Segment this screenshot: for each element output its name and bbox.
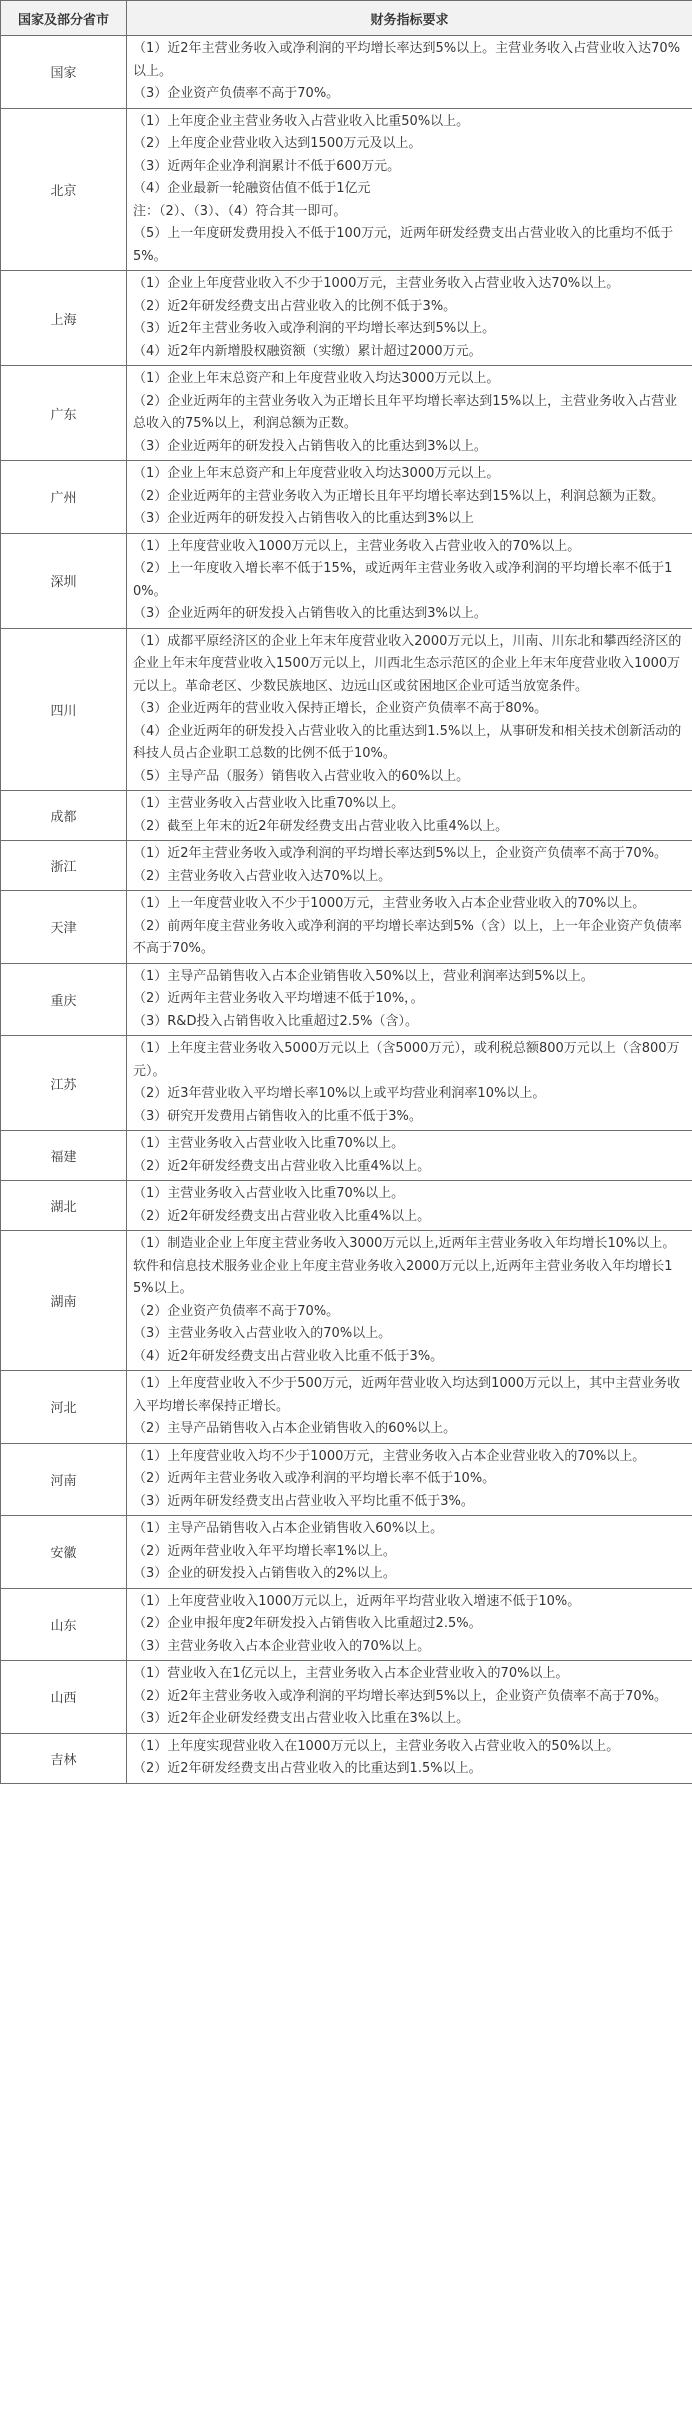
requirement-line: （2）近2年研发经费支出占营业收入的比重达到1.5%以上。 <box>133 1761 482 1776</box>
region-cell: 山西 <box>1 1661 127 1734</box>
table-row <box>1 1588 692 1661</box>
table-row <box>1 1181 692 1231</box>
requirement-line: （1）主营业务收入占营业收入比重70%以上。 <box>133 796 405 811</box>
requirement-line: （1）上年度主营业务收入5000万元以上（含5000万元），或利税总额800万元以上（含800万元）。 <box>133 1041 680 1079</box>
requirements-cell <box>127 1588 692 1661</box>
region-cell: 北京 <box>1 108 127 271</box>
requirement-line: （2）近2年研发经费支出占营业收入比重4%以上。 <box>133 1158 431 1174</box>
region-cell: 福建 <box>1 1131 127 1181</box>
region-cell: 江苏 <box>1 1036 127 1131</box>
table-row <box>1 1661 692 1734</box>
requirement-line: （1）上年度营业收入1000万元以上，近两年平均营业收入增速不低于10%。 <box>133 1593 581 1609</box>
requirement-line: （2）截至上年末的近2年研发经费支出占营业收入比重4%以上。 <box>133 818 509 834</box>
requirement-line: （4）近2年研发经费支出占营业收入比重不低于3%。 <box>133 1348 444 1364</box>
requirement-line: （4）企业近两年的研发投入占营业收入的比重达到1.5%以上，从事研发和相关技术创新活动的科技人员占企业职工总数的比例不低于10%。 <box>133 723 682 761</box>
requirement-line: （3）近2年企业研发经费支出占营业收入比重在3%以上。 <box>133 1711 470 1726</box>
table-row <box>1 1131 692 1181</box>
requirement-line: （3）主营业务收入占本企业营业收入的70%以上。 <box>133 1638 431 1654</box>
requirement-line: （2）上年度企业营业收入达到1500万元及以上。 <box>133 136 422 151</box>
region-cell: 成都 <box>1 791 127 841</box>
requirement-line: （5）上一年度研发费用投入不低于100万元，近两年研发经费支出占营业收入的比重均不低于5%。 <box>133 226 674 264</box>
table-row <box>1 366 692 461</box>
requirement-line: （3）近两年研发经费支出占营业收入平均比重不低于3%。 <box>133 1493 474 1509</box>
requirement-line: （2）近两年主营业务收入或净利润的平均增长率不低于10%。 <box>133 1471 496 1486</box>
requirements-cell <box>127 1733 692 1783</box>
table-row <box>1 1443 692 1516</box>
region-cell: 吉林 <box>1 1733 127 1783</box>
region-cell: 深圳 <box>1 533 127 628</box>
requirement-line: （2）主营业务收入占营业收入达70%以上。 <box>133 868 392 884</box>
region-cell: 河南 <box>1 1443 127 1516</box>
region-cell: 四川 <box>1 628 127 791</box>
requirements-cell <box>127 1231 692 1371</box>
requirement-line: （1）近2年主营业务收入或净利润的平均增长率达到5%以上，企业资产负债率不高于70%。 <box>133 846 668 861</box>
requirement-line: （1）近2年主营业务收入或净利润的平均增长率达到5%以上。主营业务收入占营业收入达70%以上。 <box>133 41 681 79</box>
table-row <box>1 791 692 841</box>
requirement-line: （1）主营业务收入占营业收入比重70%以上。 <box>133 1186 405 1201</box>
requirements-cell <box>127 108 692 271</box>
requirement-line: （3）主营业务收入占营业收入的70%以上。 <box>133 1326 392 1341</box>
requirements-cell <box>127 533 692 628</box>
table-row <box>1 841 692 891</box>
requirements-cell <box>127 841 692 891</box>
requirement-line: （1）上年度营业收入1000万元以上，主营业务收入占营业收入的70%以上。 <box>133 538 581 554</box>
requirement-line: （2）前两年度主营业务收入或净利润的平均增长率达到5%（含）以上，上一年企业资产负债率不高于70%。 <box>133 918 682 956</box>
table-row <box>1 1231 692 1371</box>
requirement-line: （1）上年度营业收入均不少于1000万元，主营业务收入占本企业营业收入的70%以上。 <box>133 1448 646 1464</box>
table-row <box>1 36 692 109</box>
requirement-line: （1）营业收入在1亿元以上，主营业务收入占本企业营业收入的70%以上。 <box>133 1666 569 1681</box>
requirements-cell <box>127 1181 692 1231</box>
requirement-line: （2）企业申报年度2年研发投入占销售收入比重超过2.5%。 <box>133 1616 482 1631</box>
table-row <box>1 1036 692 1131</box>
requirement-line: （2）近2年主营业务收入或净利润的平均增长率达到5%以上，企业资产负债率不高于70%。 <box>133 1688 668 1704</box>
requirement-line: （2）上一年度收入增长率不低于15%，或近两年主营业务收入或净利润的平均增长率不低于10%。 <box>133 561 673 599</box>
requirements-cell <box>127 628 692 791</box>
requirement-line: （1）主导产品销售收入占本企业销售收入60%以上。 <box>133 1521 444 1536</box>
requirement-line: （2）近2年研发经费支出占营业收入比重4%以上。 <box>133 1208 431 1224</box>
requirement-line: （1）上年度营业收入不少于500万元，近两年营业收入均达到1000万元以上，其中主营业务收入平均增长率保持正增长。 <box>133 1376 681 1414</box>
region-cell: 重庆 <box>1 963 127 1036</box>
requirement-line: （3）企业近两年的研发投入占销售收入的比重达到3%以上。 <box>133 438 487 454</box>
requirement-line: （3）近两年企业净利润累计不低于600万元。 <box>133 158 401 174</box>
requirement-line: （2）近3年营业收入平均增长率10%以上或平均营业利润率10%以上。 <box>133 1086 546 1101</box>
requirement-line: （1）企业上年度营业收入不少于1000万元，主营业务收入占营业收入达70%以上。 <box>133 276 620 291</box>
table-row <box>1 1733 692 1783</box>
requirements-cell <box>127 461 692 534</box>
requirement-line: （1）成都平原经济区的企业上年末年度营业收入2000万元以上，川南、川东北和攀西经济区的企业上年末年度营业收入1500万元以上，川西北生态示范区的企业上年末年度营业收入1000万元以上。革命老区、少数民族地区、边远山区或贫困地区企业可适当放宽条件。 <box>133 633 682 694</box>
table-row <box>1 108 692 271</box>
region-cell: 湖南 <box>1 1231 127 1371</box>
requirements-cell <box>127 366 692 461</box>
requirement-line: （1）企业上年末总资产和上年度营业收入均达3000万元以上。 <box>133 466 500 481</box>
requirement-line: （3）企业近两年的营业收入保持正增长，企业资产负债率不高于80%。 <box>133 701 548 716</box>
requirement-line: （4）近2年内新增股权融资额（实缴）累计超过2000万元。 <box>133 343 482 359</box>
region-cell: 河北 <box>1 1371 127 1444</box>
requirements-cell <box>127 1661 692 1734</box>
requirements-column-header: 财务指标要求 <box>127 1 692 36</box>
header-row <box>1 1 692 36</box>
requirement-line: （3）企业的研发投入占销售收入的2%以上。 <box>133 1566 396 1581</box>
table-row <box>1 628 692 791</box>
requirement-line: （2）近2年研发经费支出占营业收入的比例不低于3%。 <box>133 298 457 314</box>
requirements-cell <box>127 1516 692 1589</box>
requirement-line: （2）企业资产负债率不高于70%。 <box>133 1303 340 1319</box>
requirement-line: （3）企业资产负债率不高于70%。 <box>133 86 340 101</box>
requirement-line: （2）近两年主营业务收入平均增速不低于10%，。 <box>133 991 424 1006</box>
requirements-cell <box>127 1371 692 1444</box>
requirement-line: （1）制造业企业上年度主营业务收入3000万元以上,近两年主营业务收入年均增长10%以上。软件和信息技术服务业企业上年度主营业务收入2000万元以上,近两年主营业务收入年均增长15%以上。 <box>133 1236 676 1296</box>
requirement-line: （1）主营业务收入占营业收入比重70%以上。 <box>133 1136 405 1151</box>
requirements-cell <box>127 791 692 841</box>
requirement-line: （3）研究开发费用占销售收入的比重不低于3%。 <box>133 1108 422 1124</box>
requirements-cell <box>127 1131 692 1181</box>
table-row <box>1 461 692 534</box>
table-row <box>1 963 692 1036</box>
table-header <box>1 1 692 36</box>
requirements-cell <box>127 891 692 964</box>
region-column-header: 国家及部分省市 <box>1 1 127 36</box>
region-cell: 天津 <box>1 891 127 964</box>
requirements-cell <box>127 963 692 1036</box>
table-row <box>1 891 692 964</box>
region-cell: 上海 <box>1 271 127 366</box>
table-body <box>1 36 692 1784</box>
region-cell: 广州 <box>1 461 127 534</box>
requirement-line: （3）R&D投入占销售收入比重超过2.5%（含）。 <box>133 1013 418 1029</box>
requirement-line: （1）上年度企业主营业务收入占营业收入比重50%以上。 <box>133 113 470 129</box>
requirement-line: （3）企业近两年的研发投入占销售收入的比重达到3%以上 <box>133 511 474 526</box>
requirement-line: （1）主导产品销售收入占本企业销售收入50%以上，营业利润率达到5%以上。 <box>133 968 594 984</box>
requirement-line: （5）主导产品（服务）销售收入占营业收入的60%以上。 <box>133 768 470 784</box>
requirement-line: （3）企业近两年的研发投入占销售收入的比重达到3%以上。 <box>133 606 487 621</box>
table-row <box>1 533 692 628</box>
region-cell: 山东 <box>1 1588 127 1661</box>
table-row <box>1 271 692 366</box>
region-cell: 国家 <box>1 36 127 109</box>
requirements-cell <box>127 1443 692 1516</box>
region-cell: 安徽 <box>1 1516 127 1589</box>
requirement-line: （2）企业近两年的主营业务收入为正增长且年平均增长率达到15%以上，利润总额为正数。 <box>133 488 665 504</box>
requirement-line: （1）上年度实现营业收入在1000万元以上，主营业务收入占营业收入的50%以上。 <box>133 1738 620 1754</box>
region-cell: 广东 <box>1 366 127 461</box>
requirement-line: （3）近2年主营业务收入或净利润的平均增长率达到5%以上。 <box>133 321 496 336</box>
table-row <box>1 1371 692 1444</box>
requirement-line: （2）主导产品销售收入占本企业销售收入的60%以上。 <box>133 1421 457 1436</box>
table-row <box>1 1516 692 1589</box>
requirements-cell <box>127 36 692 109</box>
requirement-line: （1）企业上年末总资产和上年度营业收入均达3000万元以上。 <box>133 371 500 386</box>
requirements-cell <box>127 271 692 366</box>
requirement-line: 注：（2）、（3）、（4）符合其一即可。 <box>133 203 347 219</box>
region-cell: 湖北 <box>1 1181 127 1231</box>
requirement-line: （1）上一年度营业收入不少于1000万元，主营业务收入占本企业营业收入的70%以上。 <box>133 896 646 911</box>
requirements-cell <box>127 1036 692 1131</box>
requirement-line: （4）企业最新一轮融资估值不低于1亿元 <box>133 181 371 196</box>
region-cell: 浙江 <box>1 841 127 891</box>
requirement-line: （2）企业近两年的主营业务收入为正增长且年平均增长率达到15%以上，主营业务收入占营业总收入的75%以上，利润总额为正数。 <box>133 393 678 431</box>
requirement-line: （2）近两年营业收入年平均增长率1%以上。 <box>133 1543 396 1559</box>
